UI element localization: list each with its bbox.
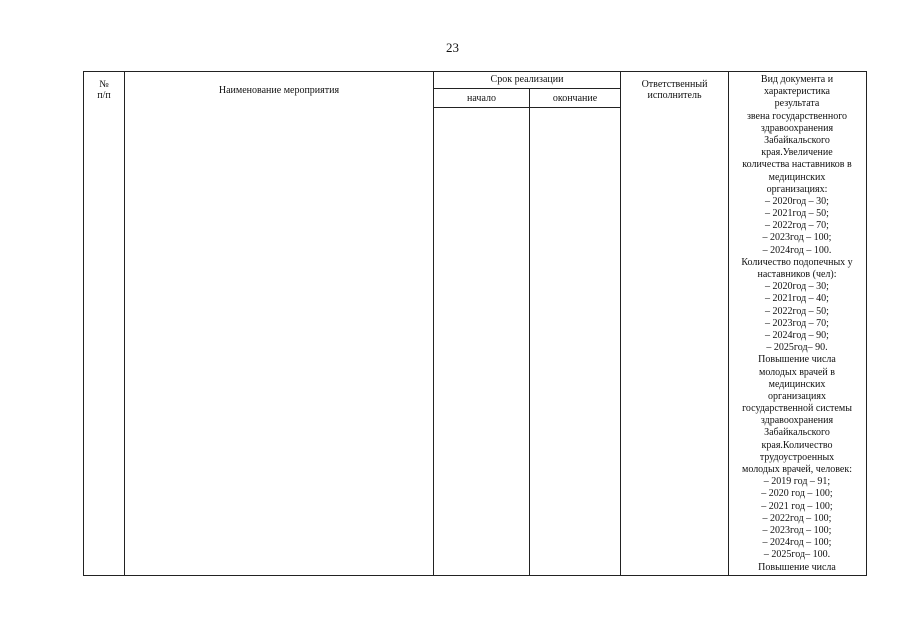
result-text-line: здравоохранения [760,415,834,427]
result-text-line: здравоохранения [760,122,834,134]
result-text-line: – 2019 год – 91; [763,476,831,488]
result-text-line: – 2021год – 40; [765,293,829,305]
result-text-line: Количество подопечных у [741,256,853,268]
table-border-top [83,71,867,72]
result-text-line: – 2025год– 90. [766,342,828,354]
column-divider [620,71,621,575]
header-term: Срок реализации [490,74,564,85]
result-text-line: – 2021год – 50; [765,208,829,220]
header-number-line1: № [99,79,109,90]
result-text-line: – 2021 год – 100; [761,500,833,512]
result-text-line: края.Количество [761,439,833,451]
header-end: окончание [552,93,598,104]
result-text-line: – 2022год – 50; [765,305,829,317]
result-text-line: организациях [768,390,826,402]
result-text-line: – 2024год – 100. [762,244,832,256]
result-text-line: медицинских [768,171,826,183]
result-text-line: молодых врачей в [758,366,835,378]
result-text-line: края.Увеличение [761,147,833,159]
result-text-line: Повышение числа [758,354,836,366]
result-text-line: – 2020год – 30; [765,195,829,207]
column-divider [124,71,125,575]
result-text-line: медицинских [768,378,826,390]
result-text-line: звена государственного [746,110,848,122]
result-text-line: – 2023год – 100; [762,232,832,244]
header-subdivider [433,107,621,108]
result-text-line: Повышение числа [758,561,836,573]
result-text-line: – 2023год – 100; [762,524,832,536]
result-text-line: – 2023год – 70; [765,317,829,329]
table-border-left [83,71,84,575]
result-text-line: количества наставников в [742,159,852,171]
result-text-line: трудоустроенных [759,451,835,463]
header-responsible-line2: исполнитель [647,90,702,101]
header-event-name: Наименование мероприятия [218,85,340,96]
result-text-line: результата [774,98,820,110]
result-text-line: – 2020 год – 100; [761,488,833,500]
page-number: 23 [446,40,459,55]
result-text-line: молодых врачей, человек: [742,464,852,475]
result-text-line: Забайкальского [764,427,830,439]
result-text-line: – 2025год– 100. [763,549,831,561]
result-text-line: Забайкальского [764,134,830,146]
header-subdivider [433,88,621,89]
result-text-line: характеристика [764,86,830,98]
header-number-line2: п/п [97,90,111,101]
column-divider [529,88,530,575]
header-responsible-line1: Ответственный [641,79,708,90]
result-text-line: организациях: [766,183,828,195]
result-text-line: – 2022год – 70; [765,220,829,232]
result-column-text [728,74,866,576]
result-text-line: – 2022год – 100; [762,512,832,524]
result-text-line: – 2024год – 100; [762,537,832,549]
column-divider [433,71,434,575]
result-text-line: наставников (чел): [757,269,837,280]
header-start: начало [467,93,496,104]
table-border-right [866,71,867,575]
header-responsible [621,79,728,101]
result-text-line: Вид документа и [760,74,834,85]
result-text-line: – 2024год – 90; [765,329,829,341]
result-text-line: государственной системы [742,403,852,415]
result-text-line: – 2020год – 30; [765,281,829,293]
header-number [84,79,124,101]
